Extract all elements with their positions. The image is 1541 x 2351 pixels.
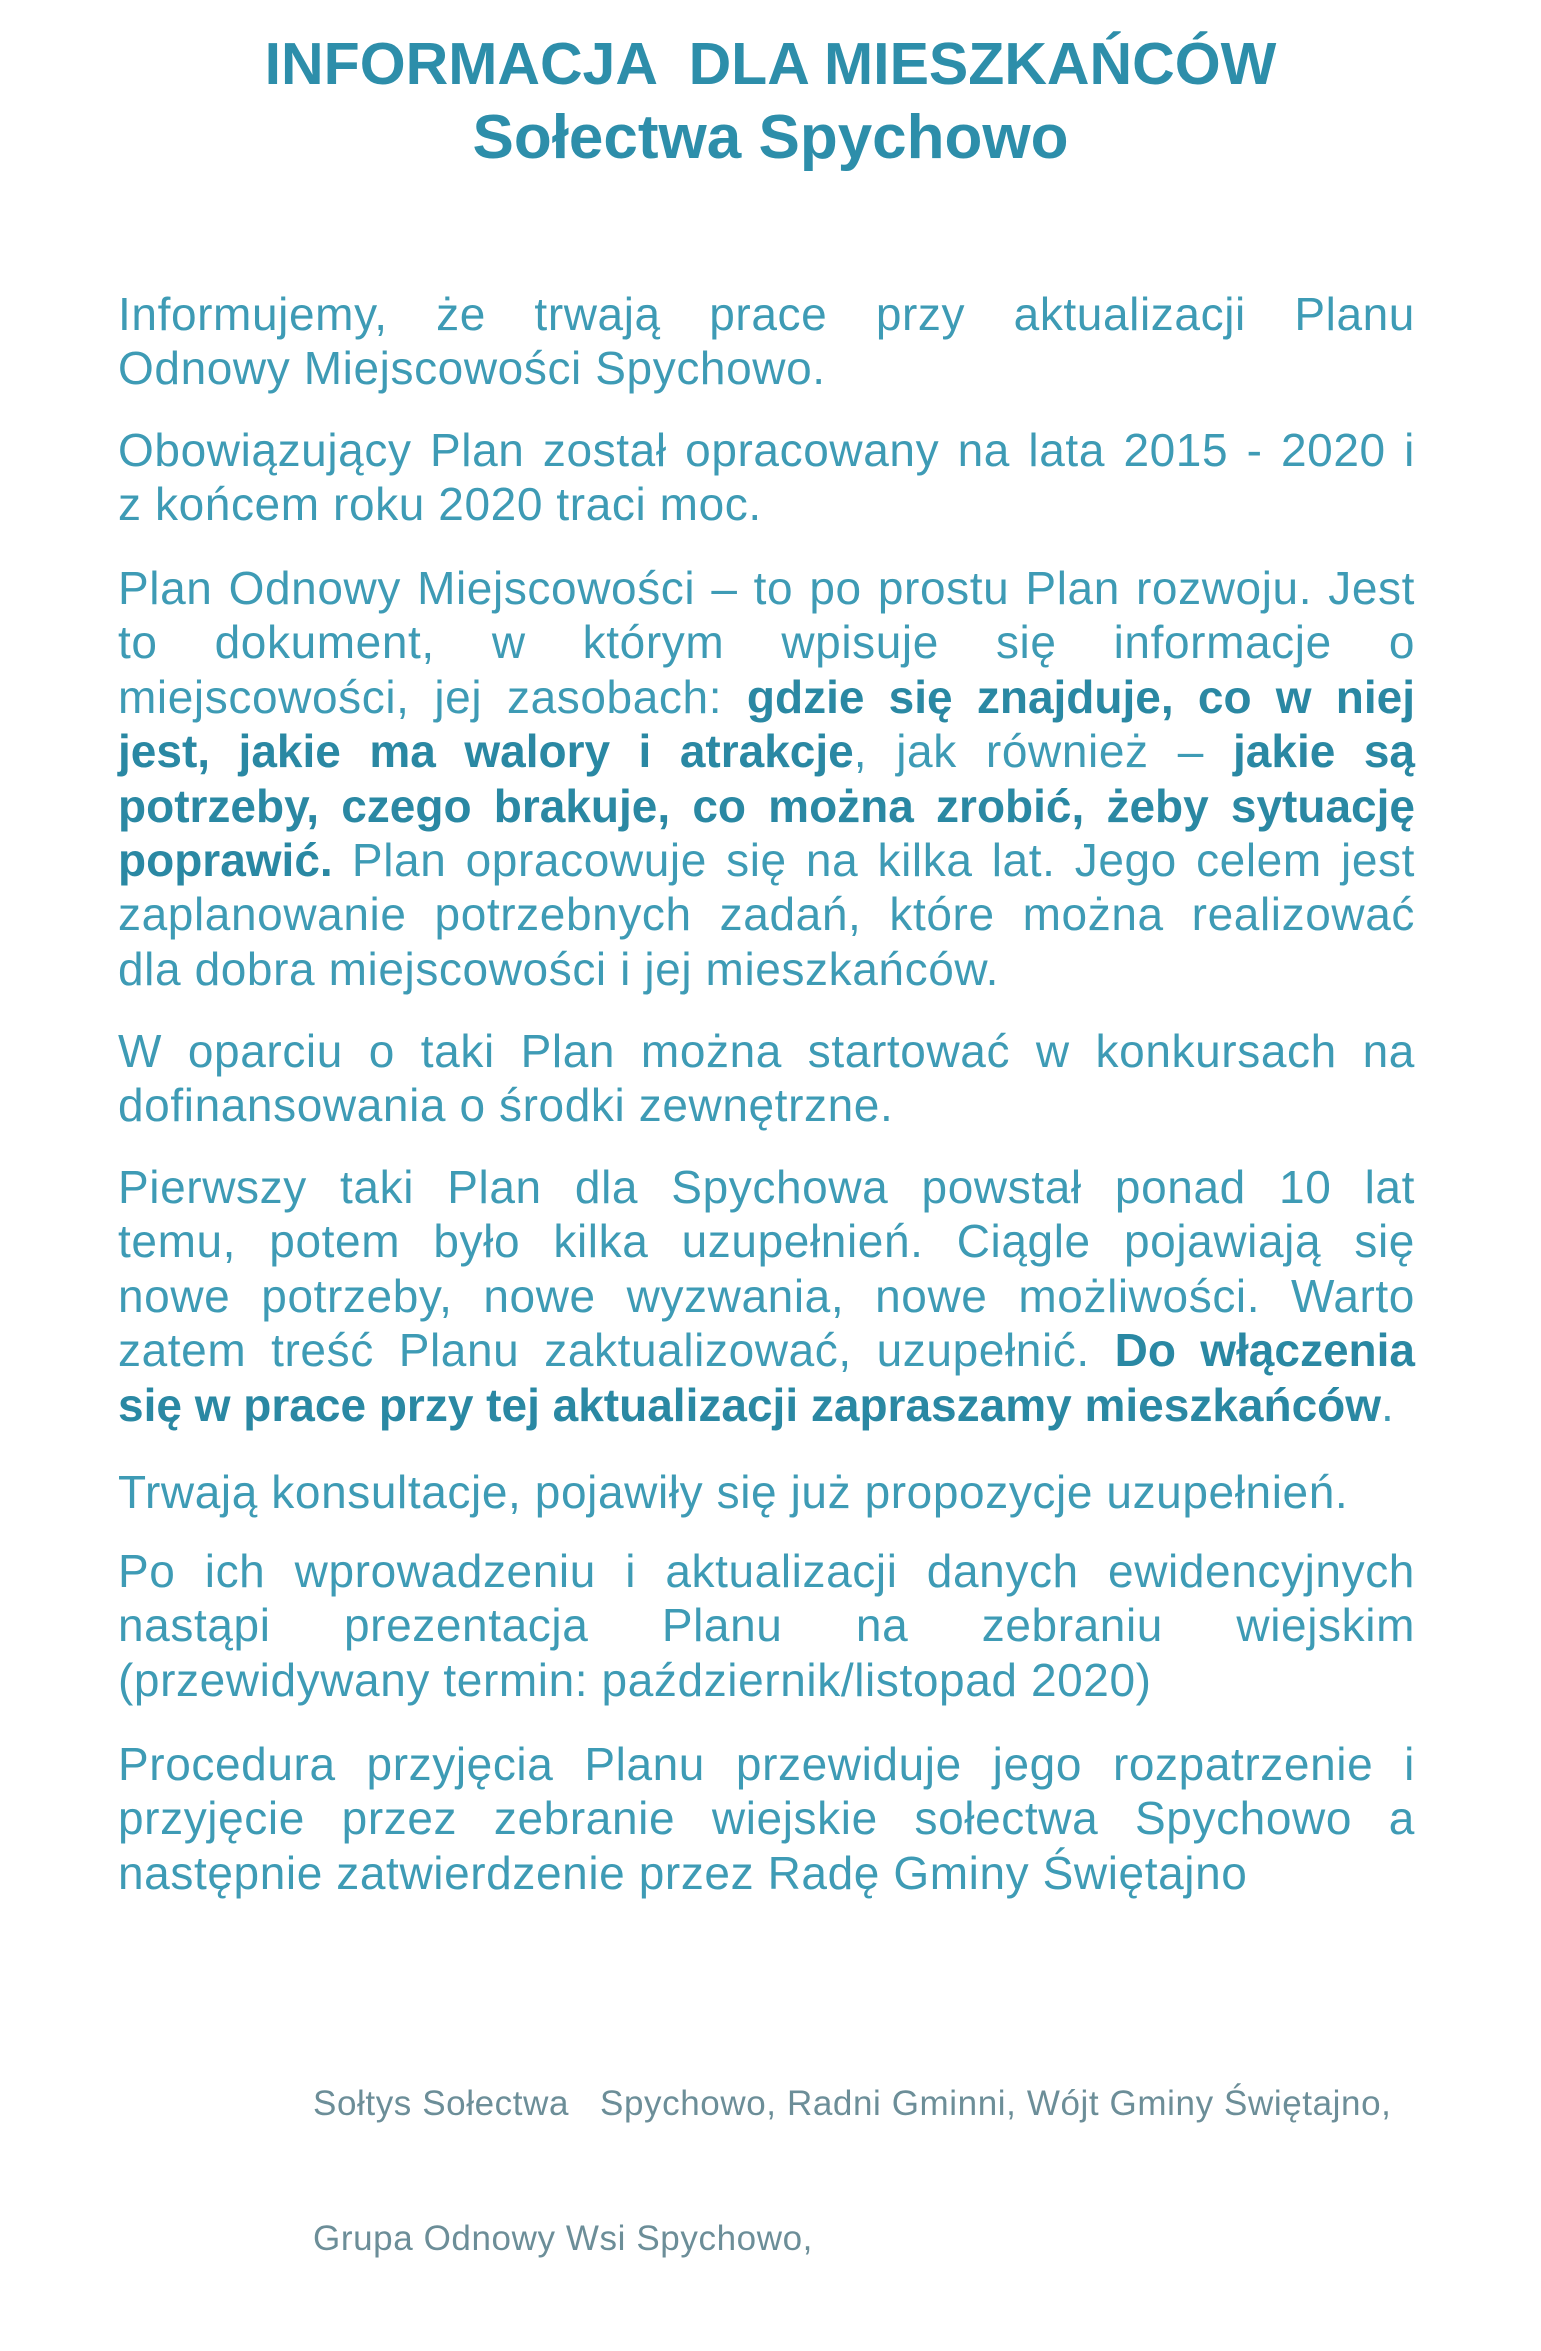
body-text: to dokument, w którym wpisuje się informacje o bbox=[118, 616, 1415, 669]
paragraph-line bbox=[118, 1214, 1415, 1268]
paragraph-line bbox=[118, 1160, 1415, 1214]
paragraph-line bbox=[118, 477, 1415, 531]
body-text: dofinansowania o środki zewnętrzne. bbox=[118, 1079, 894, 1132]
paragraph-7 bbox=[118, 1544, 1415, 1707]
signature bbox=[313, 1991, 1392, 2351]
signature-line: Grupa Odnowy Wsi Spychowo, bbox=[313, 2219, 813, 2258]
body-text: Procedura przyjęcia Planu przewiduje jego rozpatrzenie i bbox=[118, 1738, 1415, 1790]
body-text: zaplanowanie potrzebnych zadań, które można realizować bbox=[118, 888, 1415, 941]
body-text: W oparciu o taki Plan można startować w konkursach na bbox=[118, 1025, 1415, 1077]
emphasized-text: gdzie się znajduje, co w niej bbox=[746, 670, 1415, 723]
paragraph-4 bbox=[118, 1024, 1415, 1133]
emphasized-text: jest, jakie ma walory i atrakcje bbox=[118, 725, 854, 778]
body-text: Po ich wprowadzeniu i aktualizacji danych ewidencyjnych bbox=[118, 1545, 1415, 1597]
emphasized-text: się w prace przy tej aktualizacji zapraszamy mieszkańców bbox=[118, 1378, 1382, 1431]
paragraph-line bbox=[118, 724, 1415, 778]
paragraph-line bbox=[118, 1544, 1415, 1598]
paragraph-line bbox=[118, 615, 1415, 669]
paragraph-line bbox=[118, 561, 1415, 615]
paragraph-3 bbox=[118, 561, 1415, 996]
paragraph-1 bbox=[118, 287, 1415, 396]
body-text: nastąpi prezentacja Planu na zebraniu wiejskim bbox=[118, 1599, 1415, 1652]
body-text: następnie zatwierdzenie przez Radę Gminy Świętajno bbox=[118, 1846, 1248, 1899]
paragraph-line bbox=[118, 887, 1415, 941]
notice-subtitle: Sołectwa Spychowo bbox=[472, 103, 1069, 172]
body-text: , jak również – bbox=[853, 725, 1234, 778]
paragraph-line bbox=[118, 942, 1415, 996]
body-text: Informujemy, że trwają prace przy aktualizacji Planu bbox=[118, 288, 1415, 340]
emphasized-text: jakie są bbox=[1233, 725, 1415, 778]
body-text: Pierwszy taki Plan dla Spychowa powstał ponad 10 lat bbox=[118, 1161, 1415, 1213]
paragraph-6 bbox=[118, 1465, 1415, 1519]
body-text: nowe potrzeby, nowe wyzwania, nowe możliwości. Warto bbox=[118, 1269, 1415, 1322]
paragraph-line bbox=[118, 1737, 1415, 1791]
body-text: zatem treść Planu zaktualizować, uzupełnić. bbox=[118, 1324, 1115, 1377]
body-text: z końcem roku 2020 traci moc. bbox=[118, 478, 762, 531]
body-text: miejscowości, jej zasobach: bbox=[118, 670, 747, 723]
body-text: dla dobra miejscowości i jej mieszkańców. bbox=[118, 942, 1000, 995]
paragraph-line bbox=[118, 1846, 1415, 1900]
body-text: Trwają konsultacje, pojawiły się już propozycje uzupełnień. bbox=[118, 1466, 1349, 1518]
body-text: Obowiązujący Plan został opracowany na lata 2015 - 2020 i bbox=[118, 424, 1415, 476]
paragraph-line bbox=[118, 1323, 1415, 1377]
emphasized-text: poprawić. bbox=[118, 834, 333, 887]
paragraph-line bbox=[118, 1269, 1415, 1323]
body-text: (przewidywany termin: październik/listopad 2020) bbox=[118, 1653, 1152, 1706]
signature-line: Sołtys Sołectwa Spychowo, Radni Gminni, Wójt Gminy Świętajno, bbox=[313, 2084, 1392, 2123]
paragraph-line bbox=[118, 1653, 1415, 1707]
body-text: . bbox=[1381, 1378, 1395, 1431]
paragraph-line bbox=[118, 1078, 1415, 1132]
body-text: Plan opracowuje się na kilka lat. Jego celem jest bbox=[332, 834, 1415, 887]
paragraph-line bbox=[118, 1598, 1415, 1652]
paragraph-line bbox=[118, 833, 1415, 887]
paragraph-line bbox=[118, 1024, 1415, 1078]
paragraph-line bbox=[118, 1378, 1415, 1432]
paragraph-line bbox=[118, 779, 1415, 833]
body-text: przyjęcie przez zebranie wiejskie sołectwa Spychowo a bbox=[118, 1792, 1415, 1845]
paragraph-line bbox=[118, 1465, 1415, 1519]
paragraph-line bbox=[118, 287, 1415, 341]
paragraph-line bbox=[118, 423, 1415, 477]
paragraph-2 bbox=[118, 423, 1415, 532]
notice-title: INFORMACJA DLA MIESZKAŃCÓW bbox=[264, 31, 1277, 97]
paragraph-line bbox=[118, 1791, 1415, 1845]
paragraph-line bbox=[118, 341, 1415, 395]
emphasized-text: potrzeby, czego brakuje, co można zrobić, żeby sytuację bbox=[118, 779, 1415, 832]
emphasized-text: Do włączenia bbox=[1114, 1324, 1416, 1377]
body-text: temu, potem było kilka uzupełnień. Ciągle pojawiają się bbox=[118, 1215, 1415, 1268]
body-text: Odnowy Miejscowości Spychowo. bbox=[118, 342, 826, 395]
paragraph-line bbox=[118, 670, 1415, 724]
paragraph-5 bbox=[118, 1160, 1415, 1432]
paragraph-8 bbox=[118, 1737, 1415, 1900]
body-text: Plan Odnowy Miejscowości – to po prostu Plan rozwoju. Jest bbox=[118, 562, 1415, 614]
